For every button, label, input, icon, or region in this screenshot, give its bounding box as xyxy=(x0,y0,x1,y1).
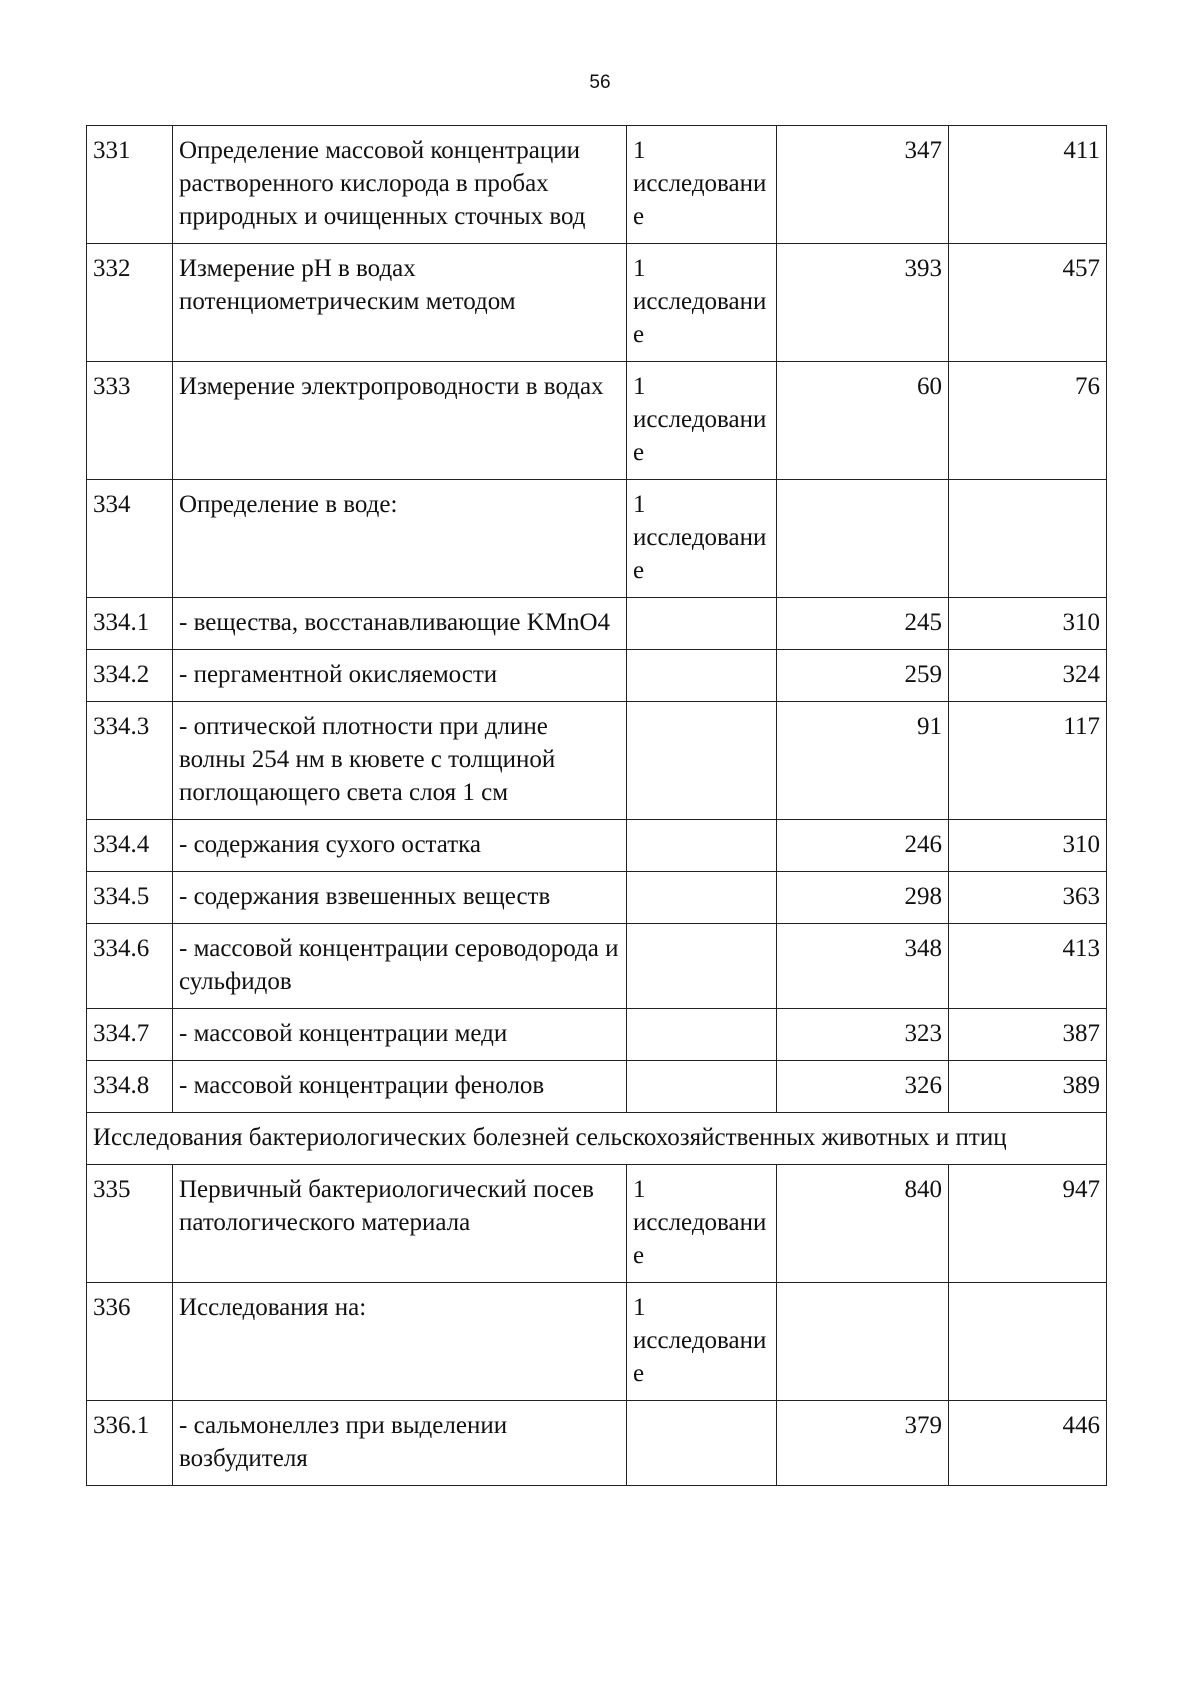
table-row xyxy=(87,480,1107,598)
item-number: 334.1 xyxy=(87,598,173,650)
item-price-b: 310 xyxy=(949,598,1107,650)
page-number: 56 xyxy=(589,72,611,93)
item-price-a: 379 xyxy=(777,1401,949,1486)
item-name: - массовой концентрации сероводорода и сульфидов xyxy=(173,924,627,1009)
item-price-a: 259 xyxy=(777,650,949,702)
item-unit: 1 исследование xyxy=(627,126,777,244)
table-row xyxy=(87,820,1107,872)
table-row xyxy=(87,1283,1107,1401)
price-table-body xyxy=(87,126,1107,1486)
item-price-a: 348 xyxy=(777,924,949,1009)
item-price-b: 446 xyxy=(949,1401,1107,1486)
table-row xyxy=(87,872,1107,924)
item-number: 334.7 xyxy=(87,1009,173,1061)
table-row xyxy=(87,1165,1107,1283)
item-name: - пергаментной окисляемости xyxy=(173,650,627,702)
item-number: 336.1 xyxy=(87,1401,173,1486)
item-name: Определение в воде: xyxy=(173,480,627,598)
table-row xyxy=(87,1061,1107,1113)
item-unit xyxy=(627,702,777,820)
item-price-b: 411 xyxy=(949,126,1107,244)
item-price-a xyxy=(777,480,949,598)
item-price-b: 76 xyxy=(949,362,1107,480)
item-price-a: 60 xyxy=(777,362,949,480)
item-unit xyxy=(627,820,777,872)
item-number: 334.2 xyxy=(87,650,173,702)
item-unit xyxy=(627,1401,777,1486)
item-unit: 1 исследование xyxy=(627,362,777,480)
item-price-b: 389 xyxy=(949,1061,1107,1113)
item-number: 334.6 xyxy=(87,924,173,1009)
item-name: - сальмонеллез при выделении возбудителя xyxy=(173,1401,627,1486)
item-name: Измерение электропроводности в водах xyxy=(173,362,627,480)
item-unit: 1 исследование xyxy=(627,1165,777,1283)
item-number: 332 xyxy=(87,244,173,362)
item-number: 333 xyxy=(87,362,173,480)
table-row xyxy=(87,598,1107,650)
item-unit xyxy=(627,1061,777,1113)
item-price-a: 347 xyxy=(777,126,949,244)
item-number: 334.5 xyxy=(87,872,173,924)
item-name: - содержания сухого остатка xyxy=(173,820,627,872)
item-name: Измерение pH в водах потенциометрическим методом xyxy=(173,244,627,362)
item-number: 334.3 xyxy=(87,702,173,820)
item-unit xyxy=(627,924,777,1009)
item-unit xyxy=(627,598,777,650)
item-number: 334.4 xyxy=(87,820,173,872)
table-row xyxy=(87,924,1107,1009)
item-number: 335 xyxy=(87,1165,173,1283)
item-price-b: 117 xyxy=(949,702,1107,820)
item-price-b: 363 xyxy=(949,872,1107,924)
item-number: 331 xyxy=(87,126,173,244)
item-unit xyxy=(627,650,777,702)
item-price-b: 387 xyxy=(949,1009,1107,1061)
item-name: Исследования на: xyxy=(173,1283,627,1401)
item-price-b xyxy=(949,1283,1107,1401)
table-row xyxy=(87,362,1107,480)
item-name: Определение массовой концентрации растворенного кислорода в пробах природных и очищенных сточных вод xyxy=(173,126,627,244)
price-table xyxy=(86,125,1107,1486)
item-price-b: 310 xyxy=(949,820,1107,872)
item-price-a: 840 xyxy=(777,1165,949,1283)
item-number: 336 xyxy=(87,1283,173,1401)
item-name: - массовой концентрации меди xyxy=(173,1009,627,1061)
item-price-a xyxy=(777,1283,949,1401)
item-price-a: 393 xyxy=(777,244,949,362)
item-name: Первичный бактериологический посев патологического материала xyxy=(173,1165,627,1283)
table-row xyxy=(87,126,1107,244)
item-name: - оптической плотности при длине волны 254 нм в кювете с толщиной поглощающего света слоя 1 см xyxy=(173,702,627,820)
table-row xyxy=(87,1009,1107,1061)
item-unit: 1 исследование xyxy=(627,1283,777,1401)
item-price-a: 298 xyxy=(777,872,949,924)
item-unit xyxy=(627,872,777,924)
item-name: - вещества, восстанавливающие KMnO4 xyxy=(173,598,627,650)
item-price-b: 324 xyxy=(949,650,1107,702)
item-number: 334 xyxy=(87,480,173,598)
item-number: 334.8 xyxy=(87,1061,173,1113)
item-name: - массовой концентрации фенолов xyxy=(173,1061,627,1113)
item-price-a: 323 xyxy=(777,1009,949,1061)
item-name: - содержания взвешенных веществ xyxy=(173,872,627,924)
item-price-a: 326 xyxy=(777,1061,949,1113)
item-unit: 1 исследование xyxy=(627,480,777,598)
item-unit: 1 исследование xyxy=(627,244,777,362)
table-row xyxy=(87,1401,1107,1486)
item-price-b: 457 xyxy=(949,244,1107,362)
item-price-b xyxy=(949,480,1107,598)
item-price-b: 413 xyxy=(949,924,1107,1009)
item-unit xyxy=(627,1009,777,1061)
item-price-a: 245 xyxy=(777,598,949,650)
section-header-row xyxy=(87,1113,1107,1165)
item-price-a: 246 xyxy=(777,820,949,872)
section-title: Исследования бактериологических болезней сельскохозяйственных животных и птиц xyxy=(87,1113,1107,1165)
table-row xyxy=(87,244,1107,362)
table-row xyxy=(87,650,1107,702)
item-price-a: 91 xyxy=(777,702,949,820)
table-row xyxy=(87,702,1107,820)
item-price-b: 947 xyxy=(949,1165,1107,1283)
